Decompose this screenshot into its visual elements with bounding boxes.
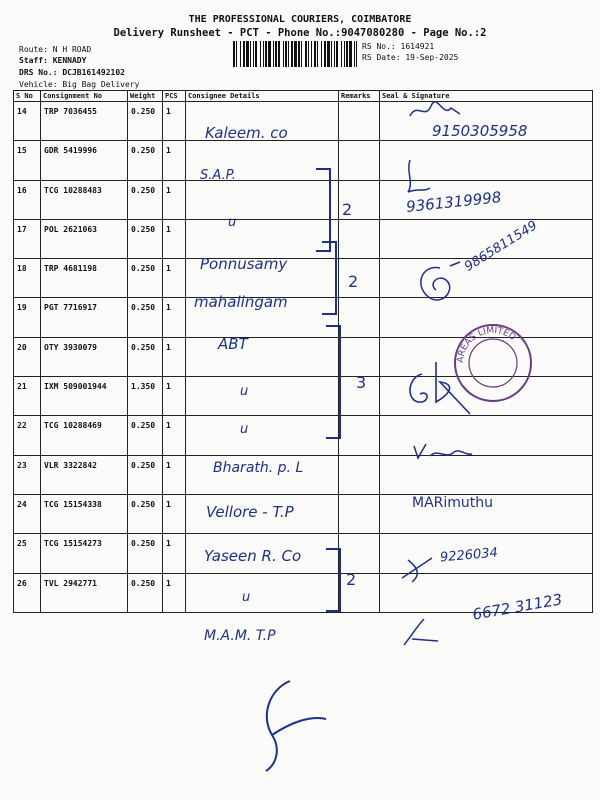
col-seal: Seal & Signature [380, 91, 593, 102]
cell-pcs: 1 [163, 573, 186, 612]
cell-sno: 24 [14, 494, 41, 533]
cell-weight: 0.250 [128, 141, 163, 180]
cell-sno: 26 [14, 573, 41, 612]
handwritten-consignee: Vellore - T.P [206, 503, 294, 521]
cell-pcs: 1 [163, 534, 186, 573]
handwritten-consignee: u [242, 590, 251, 605]
cell-consignment: TCG 15154338 [41, 494, 128, 533]
handwritten-consignee: S.A.P. [200, 168, 236, 183]
handwritten-consignee: M.A.M. T.P [204, 628, 276, 644]
bracket-icon [318, 238, 348, 318]
cell-weight: 0.250 [128, 298, 163, 337]
cell-sno: 15 [14, 141, 41, 180]
cell-sno: 21 [14, 377, 41, 416]
cell-weight: 0.250 [128, 337, 163, 376]
signature-icon [408, 438, 478, 468]
cell-sno: 25 [14, 534, 41, 573]
cell-consignment: TRP 4681198 [41, 259, 128, 298]
staff-label: Staff: KENNADY [19, 56, 87, 65]
cell-consignee [186, 377, 339, 416]
cell-consignment: IXM 509001944 [41, 377, 128, 416]
cell-sno: 20 [14, 337, 41, 376]
remark-count: 2 [346, 570, 357, 589]
cell-pcs: 1 [163, 219, 186, 258]
rs-date: RS Date: 19-Sep-2025 [362, 53, 459, 62]
signature-icon [405, 98, 465, 124]
cell-consignment: TCG 10288469 [41, 416, 128, 455]
cell-pcs: 1 [163, 416, 186, 455]
cell-sno: 23 [14, 455, 41, 494]
cell-pcs: 1 [163, 494, 186, 533]
signature-icon [398, 552, 438, 586]
phone-number: 9150305958 [432, 122, 528, 140]
signature-icon [410, 258, 470, 308]
handwritten-consignee: Ponnusamy [200, 255, 288, 273]
cell-sno: 19 [14, 298, 41, 337]
handwritten-consignee: u [240, 422, 249, 437]
vehicle-label: Vehicle: Big Bag Delivery [19, 80, 140, 89]
cell-consignment: OTY 3930079 [41, 337, 128, 376]
signature-icon [400, 354, 480, 424]
handwritten-consignee: Kaleem. co [205, 124, 288, 142]
cell-remarks [339, 102, 380, 141]
cell-remarks [339, 455, 380, 494]
cell-pcs: 1 [163, 102, 186, 141]
cell-weight: 0.250 [128, 219, 163, 258]
col-consignment: Consignment No [41, 91, 128, 102]
handwritten-consignee: mahalingam [194, 293, 288, 311]
handwritten-signature-name: MARimuthu [412, 495, 494, 511]
phone-number: 9361319998 [405, 188, 503, 216]
cell-pcs: 1 [163, 180, 186, 219]
phone-number: 9865811549 [462, 218, 541, 275]
cell-consignment: TCG 10288483 [41, 180, 128, 219]
cell-sno: 17 [14, 219, 41, 258]
col-weight: Weight [128, 91, 163, 102]
cell-pcs: 1 [163, 298, 186, 337]
cell-consignment: POL 2621063 [41, 219, 128, 258]
cell-weight: 0.250 [128, 455, 163, 494]
rs-number: RS No.: 1614921 [362, 42, 435, 51]
cell-weight: 0.250 [128, 180, 163, 219]
table-row [14, 416, 593, 455]
cell-remarks [339, 141, 380, 180]
cell-consignee [186, 573, 339, 612]
cell-sno: 14 [14, 102, 41, 141]
cell-consignee [186, 337, 339, 376]
cell-pcs: 1 [163, 259, 186, 298]
company-title: THE PROFESSIONAL COURIERS, COIMBATORE [188, 14, 412, 25]
handwritten-consignee: Bharath. p. L [213, 460, 304, 476]
cell-pcs: 1 [163, 377, 186, 416]
cell-consignment: GDR 5419996 [41, 141, 128, 180]
cell-weight: 1.350 [128, 377, 163, 416]
remark-count: 2 [348, 272, 359, 291]
col-pcs: PCS [163, 91, 186, 102]
stamp-text: AREAS LIMITED [455, 325, 518, 364]
phone-number: 9226034 [439, 545, 499, 566]
cell-weight: 0.250 [128, 416, 163, 455]
table-row [14, 141, 593, 180]
cell-weight: 0.250 [128, 494, 163, 533]
cell-weight: 0.250 [128, 573, 163, 612]
remark-count: 3 [356, 373, 367, 392]
signature-icon [400, 158, 440, 198]
handwritten-consignee: u [240, 384, 249, 399]
table-row [14, 494, 593, 533]
route-label: Route: N H ROAD [19, 45, 92, 54]
cell-consignment: PGT 7716917 [41, 298, 128, 337]
signature-icon [398, 615, 448, 655]
cell-pcs: 1 [163, 455, 186, 494]
col-remarks: Remarks [339, 91, 380, 102]
cell-weight: 0.250 [128, 102, 163, 141]
cell-consignment: TVL 2942771 [41, 573, 128, 612]
barcode-icon [233, 41, 357, 67]
handwritten-consignee: u [228, 215, 237, 230]
cell-weight: 0.250 [128, 534, 163, 573]
table-row [14, 180, 593, 219]
table-header-row [14, 91, 593, 102]
handwritten-consignee: Yaseen R. Co [204, 547, 302, 565]
signature-icon [250, 675, 370, 775]
cell-remarks [339, 494, 380, 533]
remark-count: 2 [342, 200, 353, 219]
table-row [14, 534, 593, 573]
cell-pcs: 1 [163, 337, 186, 376]
col-consignee: Consignee Details [186, 91, 339, 102]
cell-sno: 18 [14, 259, 41, 298]
cell-pcs: 1 [163, 141, 186, 180]
handwritten-consignee: ABT [218, 335, 248, 353]
runsheet-subtitle: Delivery Runsheet - PCT - Phone No.:9047080280 - Page No.:2 [113, 27, 487, 39]
cell-consignment: TCG 15154273 [41, 534, 128, 573]
col-sno: S No [14, 91, 41, 102]
drs-number: DRS No.: DCJB161492102 [19, 68, 125, 77]
bracket-icon [322, 322, 352, 442]
cell-consignee [186, 416, 339, 455]
cell-consignment: VLR 3322842 [41, 455, 128, 494]
phone-number: 6672 31123 [471, 590, 564, 624]
cell-sno: 22 [14, 416, 41, 455]
cell-sno: 16 [14, 180, 41, 219]
cell-consignment: TRP 7036455 [41, 102, 128, 141]
cell-weight: 0.250 [128, 259, 163, 298]
table-row [14, 259, 593, 298]
